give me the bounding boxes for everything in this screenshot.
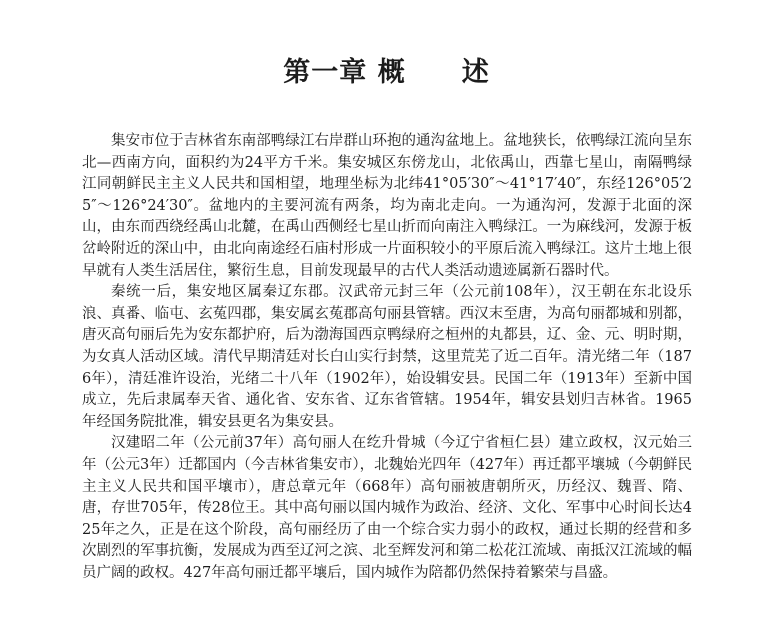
paragraph-geography: 集安市位于吉林省东南部鸭绿江右岸群山环抱的通沟盆地上。盆地狭长，依鸭绿江流向呈东北—西南方向，面积约为24平方千米。集安城区东傍龙山，北依禹山，西靠七星山，南隔鸭绿江同朝鲜民主主义人民共和国相望，地理坐标为北纬41°05′30″～41°17′40″，东经126°05′25″～126°24′30″。盆地内的主要河流有两条，均为南北走向。一为通沟河，发源于北面的深山，由东而西绕经禹山北麓，在禹山西侧经七星山折而向南注入鸭绿江。一为麻线河，发源于板岔岭附近的深山中，由北向南途经石庙村形成一片面积较小的平原后流入鸭绿江。这片土地上很早就有人类生活居住，繁衍生息，目前发现最早的古代人类活动遗迹属新石器时代。: [82, 133, 692, 279]
paragraph-administrative-history: 秦统一后，集安地区属秦辽东郡。汉武帝元封三年（公元前108年），汉王朝在东北设乐浪、真番、临屯、玄菟四郡，集安属玄菟郡高句丽县管辖。西汉末至唐，为高句丽都城和别都，唐灭高句丽后先为安东都护府，后为渤海国西京鸭绿府之桓州的丸都县，辽、金、元、明时期，为女真人活动区域。清代早期清廷对长白山实行封禁，这里荒芜了近二百年。清光绪二年（1876年），清廷准许设治，光绪二十八年（1902年），始设辑安县。民国二年（1913年）至新中国成立，先后隶属奉天省、通化省、安东省、辽东省管辖。1954年，辑安县划归吉林省。1965年经国务院批准，辑安县更名为集安县。: [82, 284, 692, 430]
chapter-title: 第一章 概 述: [283, 57, 490, 88]
chapter-body: [82, 131, 692, 584]
paragraph-goguryeo-history: 汉建昭二年（公元前37年）高句丽人在纥升骨城（今辽宁省桓仁县）建立政权，汉元始三年（公元3年）迁都国内（今吉林省集安市），北魏始光四年（427年）再迁都平壤城（今朝鲜民主主义人民共和国平壤市），唐总章元年（668年）高句丽被唐朝所灭，历经汉、魏晋、隋、唐，存世705年，传28位王。其中高句丽以国内城作为政治、经济、文化、军事中心时间长达425年之久，正是在这个阶段，高句丽经历了由一个综合实力弱小的政权，通过长期的经营和多次剧烈的军事抗衡，发展成为西至辽河之滨、北至辉发河和第二松花江流域、南抵汉江流域的幅员广阔的政权。427年高句丽迁都平壤后，国内城作为陪都仍然保持着繁荣与昌盛。: [82, 435, 692, 581]
